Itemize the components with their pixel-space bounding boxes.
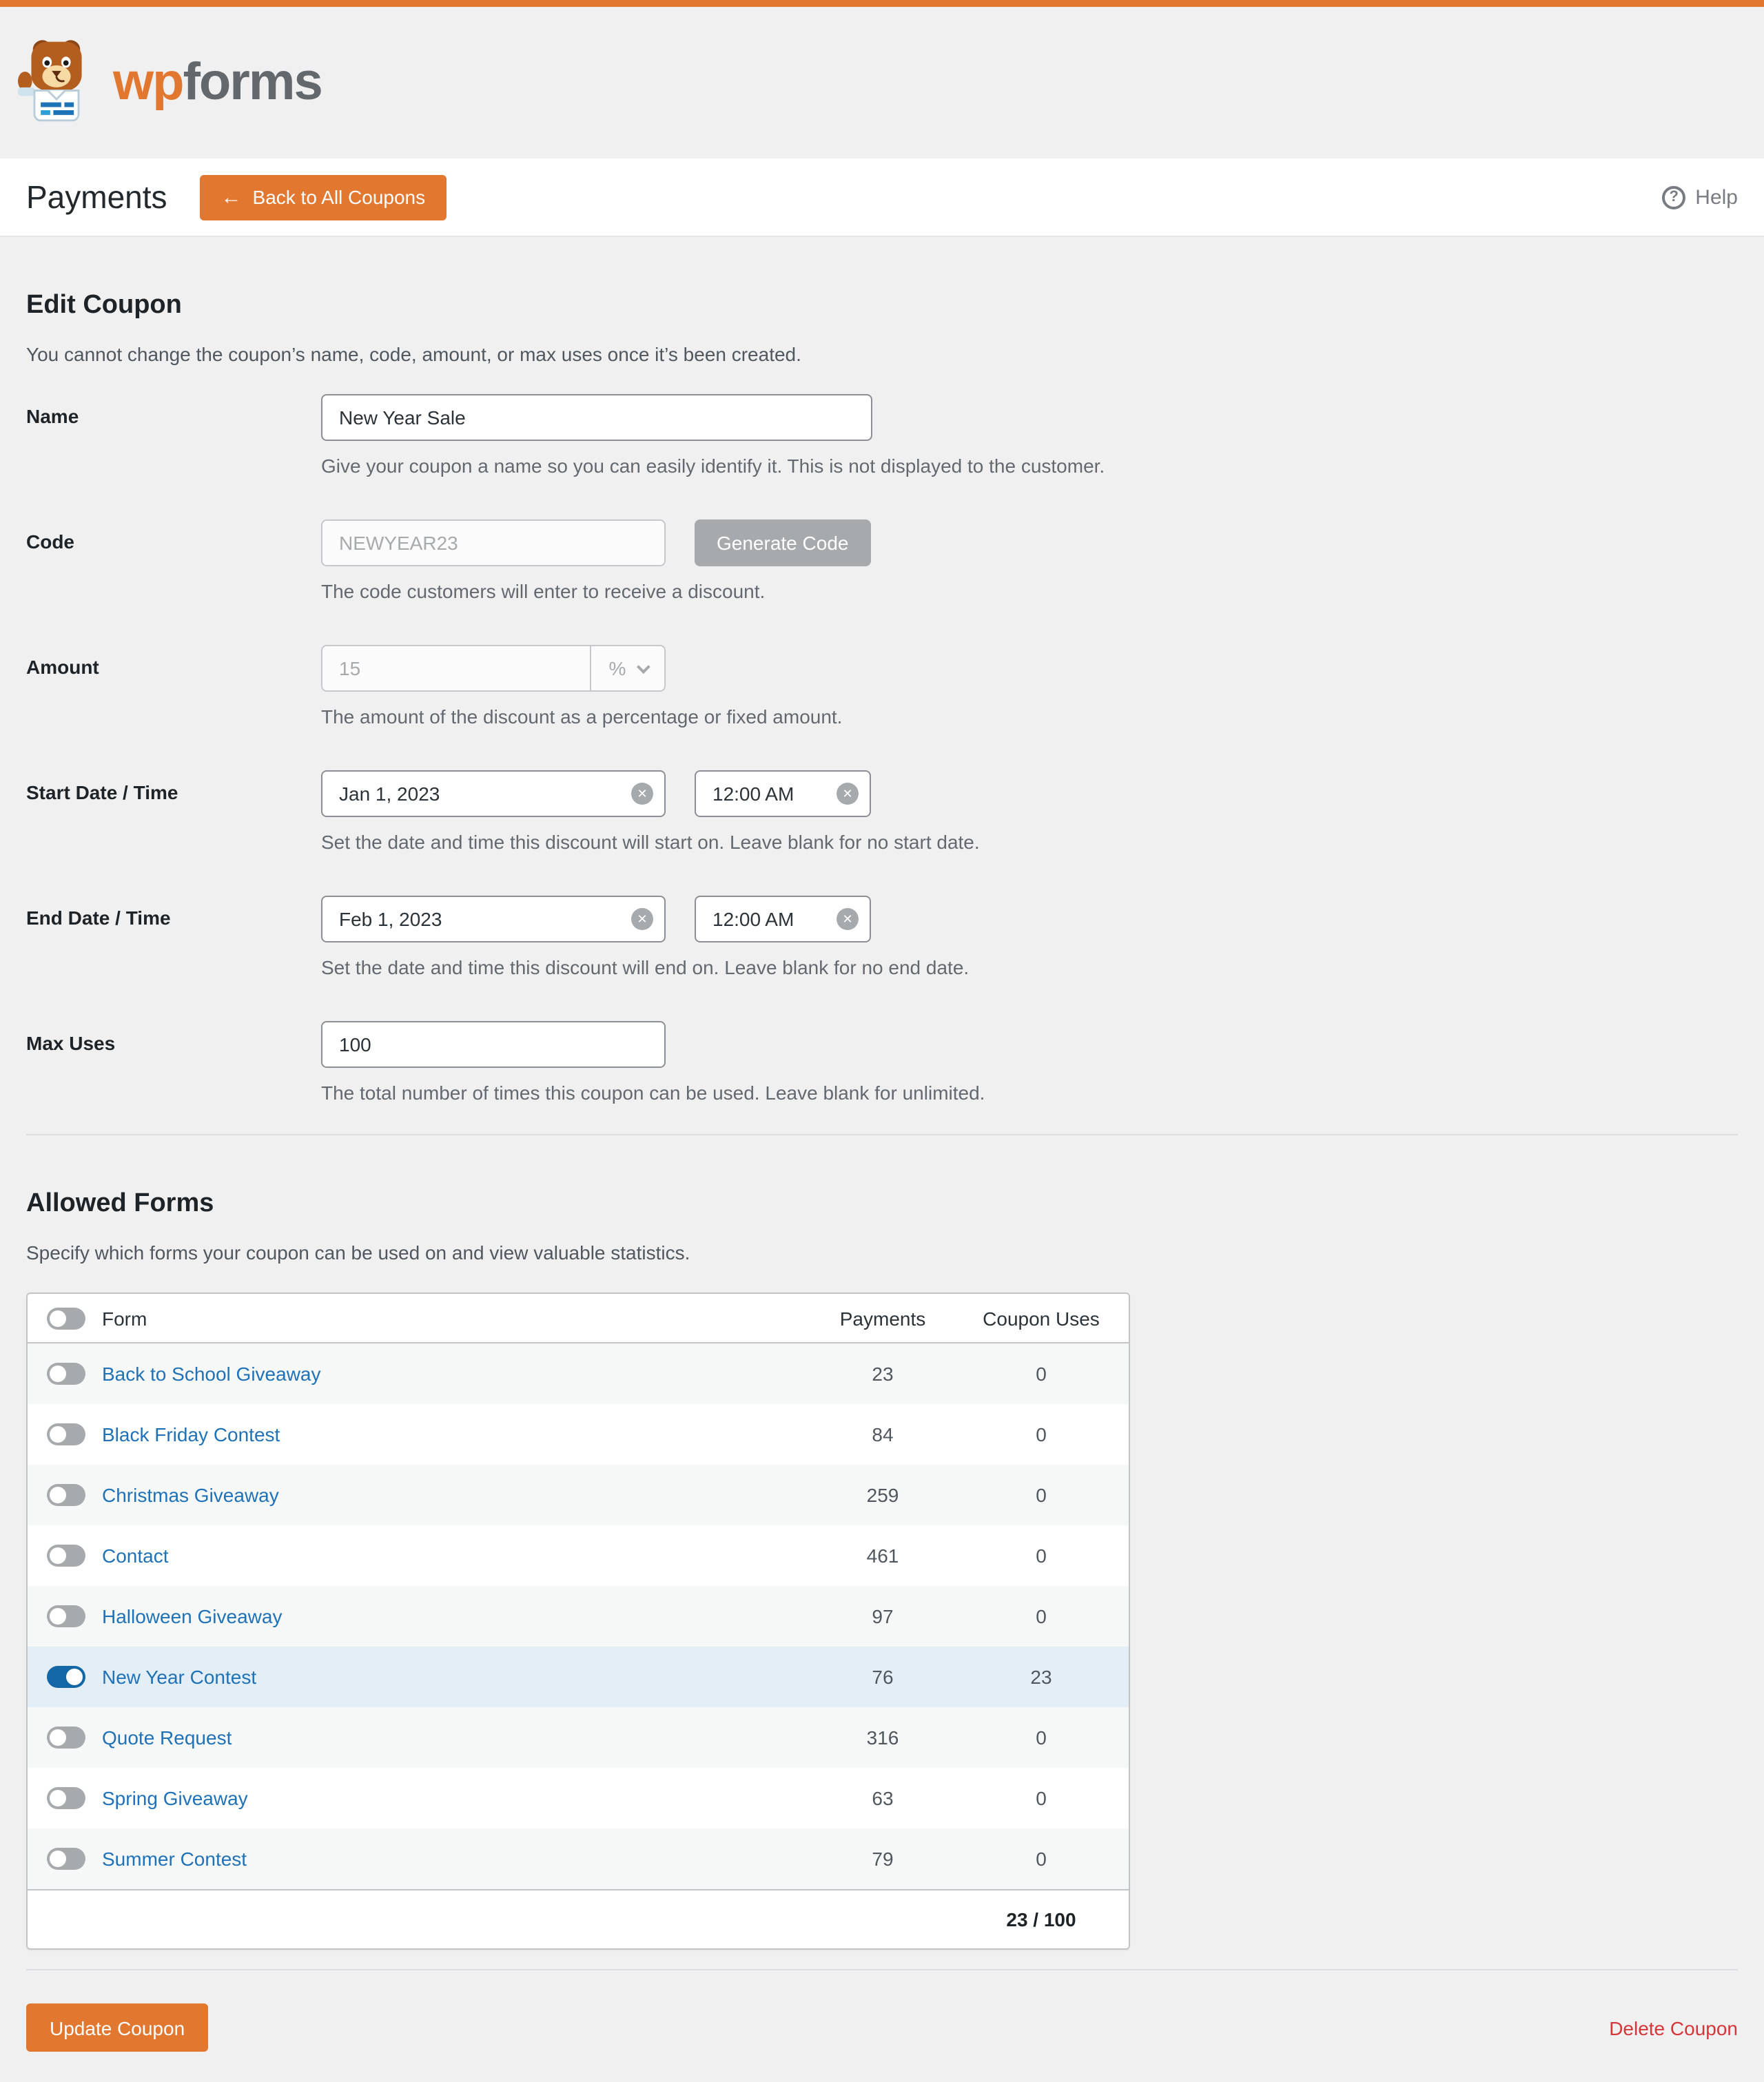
- toggle-knob: [50, 1310, 66, 1326]
- toggle-knob: [50, 1729, 66, 1746]
- edit-coupon-description: You cannot change the coupon’s name, code, amount, or max uses once it’s been created.: [26, 343, 801, 365]
- master-form-toggle[interactable]: [47, 1307, 85, 1329]
- payments-count: 97: [872, 1605, 894, 1627]
- toggle-knob: [50, 1851, 66, 1867]
- table-row: [28, 1404, 1129, 1465]
- left-arrow-icon: ←: [220, 185, 242, 209]
- amount-field-row: [26, 645, 1738, 729]
- top-accent-bar: [0, 0, 1764, 7]
- form-link[interactable]: Summer Contest: [102, 1848, 247, 1870]
- table-row: [28, 1647, 1129, 1707]
- amount-input-group: [321, 645, 666, 692]
- section-divider: [26, 1134, 1738, 1135]
- coupon-uses-count: 0: [1036, 1848, 1047, 1870]
- form-toggle[interactable]: [47, 1423, 85, 1445]
- payments-count: 63: [872, 1787, 894, 1809]
- generate-code-button: Generate Code: [695, 519, 870, 566]
- toggle-knob: [50, 1790, 66, 1806]
- toggle-knob: [50, 1365, 66, 1382]
- form-link[interactable]: Back to School Giveaway: [102, 1363, 321, 1385]
- amount-unit-value: %: [608, 657, 626, 679]
- coupon-uses-count: 0: [1036, 1787, 1047, 1809]
- coupon-uses-count: 0: [1036, 1727, 1047, 1749]
- amount-input: [322, 646, 590, 690]
- name-label: Name: [26, 405, 79, 427]
- form-link[interactable]: Contact: [102, 1545, 169, 1567]
- coupon-uses-count: 0: [1036, 1605, 1047, 1627]
- toggle-knob: [50, 1426, 66, 1443]
- help-link[interactable]: [1662, 185, 1738, 209]
- clear-end-date-icon[interactable]: ✕: [631, 908, 653, 930]
- table-row: [28, 1707, 1129, 1768]
- allowed-forms-heading: Allowed Forms: [26, 1189, 214, 1218]
- code-field-row: [26, 519, 1738, 604]
- table-row: [28, 1343, 1129, 1404]
- payments-column-header: Payments: [839, 1307, 926, 1329]
- amount-unit-select: [590, 646, 664, 690]
- chevron-down-icon: [637, 659, 650, 673]
- amount-helper-text: The amount of the discount as a percentage or fixed amount.: [321, 705, 843, 728]
- form-link[interactable]: Christmas Giveaway: [102, 1484, 279, 1506]
- toggle-knob: [50, 1608, 66, 1625]
- max-uses-label: Max Uses: [26, 1032, 116, 1054]
- code-label: Code: [26, 530, 74, 553]
- coupon-uses-column-header: Coupon Uses: [983, 1307, 1100, 1329]
- form-toggle[interactable]: [47, 1605, 85, 1627]
- wpforms-wordmark: [113, 54, 322, 112]
- payments-count: 23: [872, 1363, 894, 1385]
- payments-count: 316: [866, 1727, 899, 1749]
- start-helper-text: Set the date and time this discount will start on. Leave blank for no start date.: [321, 831, 980, 853]
- form-toggle[interactable]: [47, 1727, 85, 1749]
- edit-coupon-heading: Edit Coupon: [26, 291, 182, 320]
- start-datetime-label: Start Date / Time: [26, 781, 178, 803]
- name-helper-text: Give your coupon a name so you can easily identify it. This is not displayed to the customer.: [321, 455, 1105, 477]
- back-to-all-coupons-button[interactable]: [201, 174, 447, 220]
- update-coupon-button[interactable]: Update Coupon: [26, 2003, 208, 2052]
- form-toggle[interactable]: [47, 1363, 85, 1385]
- max-uses-helper-text: The total number of times this coupon can be used. Leave blank for unlimited.: [321, 1082, 985, 1104]
- table-header-row: [28, 1294, 1129, 1343]
- footer-actions: [26, 2003, 1738, 2052]
- question-mark-icon: ?: [1662, 185, 1685, 209]
- toolbar: [0, 158, 1764, 237]
- coupon-uses-count: 0: [1036, 1423, 1047, 1445]
- coupon-uses-count: 0: [1036, 1363, 1047, 1385]
- table-row: [28, 1465, 1129, 1525]
- payments-count: 79: [872, 1848, 894, 1870]
- coupon-uses-total: 23 / 100: [1006, 1908, 1076, 1930]
- end-helper-text: Set the date and time this discount will end on. Leave blank for no end date.: [321, 956, 970, 978]
- delete-coupon-link[interactable]: Delete Coupon: [1609, 2017, 1738, 2039]
- end-datetime-row: [26, 896, 1738, 980]
- coupon-uses-count: 23: [1030, 1666, 1052, 1688]
- form-toggle[interactable]: [47, 1545, 85, 1567]
- form-link[interactable]: Halloween Giveaway: [102, 1605, 283, 1627]
- form-link[interactable]: Quote Request: [102, 1727, 232, 1749]
- back-button-label: Back to All Coupons: [252, 186, 426, 208]
- wordmark-wp: wp: [113, 54, 183, 112]
- form-toggle[interactable]: [47, 1848, 85, 1870]
- clear-end-time-icon[interactable]: ✕: [837, 908, 859, 930]
- coupon-uses-count: 0: [1036, 1484, 1047, 1506]
- end-date-input[interactable]: [321, 896, 666, 942]
- form-link[interactable]: New Year Contest: [102, 1666, 257, 1688]
- wpforms-bear-icon: [17, 39, 96, 127]
- toggle-knob: [66, 1669, 83, 1685]
- form-toggle[interactable]: [47, 1787, 85, 1809]
- payments-count: 76: [872, 1666, 894, 1688]
- payments-count: 461: [866, 1545, 899, 1567]
- wordmark-forms: forms: [183, 54, 322, 112]
- allowed-forms-rows: [28, 1343, 1129, 1889]
- help-label: Help: [1695, 185, 1738, 209]
- table-row: [28, 1586, 1129, 1647]
- table-footer-row: [28, 1889, 1129, 1948]
- max-uses-row: [26, 1021, 1738, 1105]
- payments-count: 84: [872, 1423, 894, 1445]
- content: [0, 289, 1764, 2076]
- code-helper-text: The code customers will enter to receive a discount.: [321, 580, 766, 602]
- table-row: [28, 1525, 1129, 1586]
- brand-header: [0, 7, 1764, 158]
- footer-divider: [26, 1969, 1738, 1970]
- start-datetime-row: [26, 770, 1738, 854]
- payments-count: 259: [866, 1484, 899, 1506]
- toggle-knob: [50, 1487, 66, 1503]
- end-datetime-label: End Date / Time: [26, 907, 171, 929]
- form-link[interactable]: Spring Giveaway: [102, 1787, 248, 1809]
- form-column-header: Form: [102, 1307, 147, 1329]
- max-uses-input[interactable]: [321, 1021, 666, 1068]
- name-field-row: [26, 394, 1738, 478]
- code-input: [321, 519, 666, 566]
- page-title: Payments: [26, 178, 167, 214]
- start-date-input[interactable]: [321, 770, 666, 817]
- clear-start-time-icon[interactable]: ✕: [837, 783, 859, 805]
- table-row: [28, 1768, 1129, 1828]
- coupon-uses-count: 0: [1036, 1545, 1047, 1567]
- allowed-forms-description: Specify which forms your coupon can be used on and view valuable statistics.: [26, 1241, 690, 1264]
- toggle-knob: [50, 1547, 66, 1564]
- form-toggle[interactable]: [47, 1484, 85, 1506]
- clear-start-date-icon[interactable]: ✕: [631, 783, 653, 805]
- name-input[interactable]: [321, 394, 872, 441]
- form-link[interactable]: Black Friday Contest: [102, 1423, 280, 1445]
- amount-label: Amount: [26, 656, 99, 678]
- allowed-forms-table: [26, 1292, 1130, 1950]
- table-row: [28, 1828, 1129, 1889]
- form-toggle[interactable]: [47, 1666, 85, 1688]
